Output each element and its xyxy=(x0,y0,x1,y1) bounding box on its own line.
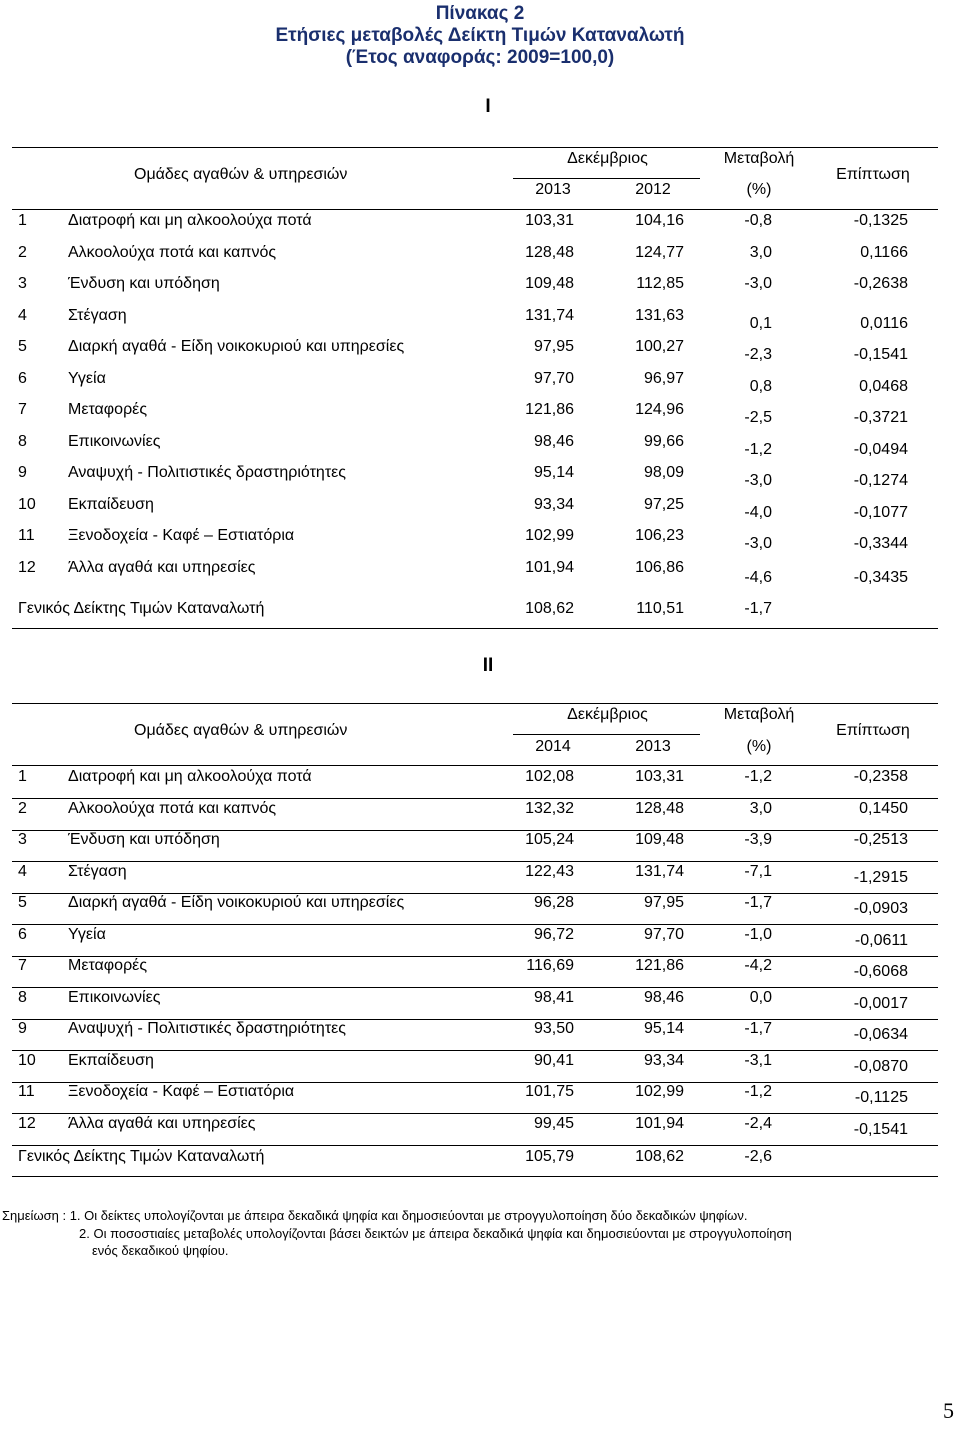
row-number: 1 xyxy=(18,212,27,229)
month-underline xyxy=(513,178,700,179)
row-number: 7 xyxy=(18,401,27,418)
row-impact: -0,1274 xyxy=(853,472,908,489)
row-impact: 0,1166 xyxy=(860,243,908,261)
row-impact: -0,0611 xyxy=(854,931,908,949)
header-bottom-rule xyxy=(12,765,938,766)
row-number: 5 xyxy=(18,338,27,355)
row-rule xyxy=(12,861,938,862)
header-impact-label: Επίπτωση xyxy=(836,165,910,183)
row-change: -1,2 xyxy=(744,1083,772,1100)
row-name: Άλλα αγαθά και υπηρεσίες xyxy=(68,558,256,576)
row-change: -1,2 xyxy=(744,768,772,785)
header-month: Δεκέμβριος xyxy=(567,150,648,167)
header-change-label: Μεταβολή xyxy=(723,706,795,723)
row-name: Ξενοδοχεία - Καφέ – Εστιατόρια xyxy=(68,1083,295,1100)
row-value-a: 93,34 xyxy=(533,495,574,513)
row-impact: -0,0903 xyxy=(853,900,908,917)
row-change: 0,8 xyxy=(749,377,772,395)
row-value-a: 101,94 xyxy=(525,558,574,576)
row-number: 10 xyxy=(18,1051,36,1069)
row-impact: -0,6068 xyxy=(853,963,908,980)
total-change: -1,7 xyxy=(744,600,772,617)
row-impact: -0,0494 xyxy=(853,440,908,458)
header-bottom-rule xyxy=(12,209,938,210)
row-value-a: 98,46 xyxy=(533,432,574,450)
row-impact: -0,1325 xyxy=(853,212,908,229)
row-number: 2 xyxy=(18,243,27,261)
row-value-a: 96,28 xyxy=(533,894,574,911)
row-name: Διαρκή αγαθά - Είδη νοικοκυριού και υπηρεσίες xyxy=(68,894,405,911)
page-number: 5 xyxy=(943,1398,954,1423)
row-change: -7,1 xyxy=(744,862,772,880)
row-change: -1,7 xyxy=(744,894,772,911)
row-change: -3,0 xyxy=(744,472,772,489)
row-number: 11 xyxy=(18,527,35,544)
row-name: Ένδυση και υπόδηση xyxy=(68,275,220,292)
row-name: Επικοινωνίες xyxy=(68,432,161,450)
row-number: 9 xyxy=(18,464,27,481)
note-1-text: 1. Οι δείκτες υπολογίζονται με άπειρα δεκαδικά ψηφία και δημοσιεύονται με στρογγυλοποίηση δύο δεκαδικών ψηφίων. xyxy=(69,1208,748,1223)
total-name: Γενικός Δείκτης Τιμών Καταναλωτή xyxy=(18,600,265,617)
row-value-b: 99,66 xyxy=(643,432,684,450)
row-impact: -0,2358 xyxy=(853,768,908,785)
row-value-b: 124,77 xyxy=(635,243,684,261)
row-change: -1,0 xyxy=(744,925,772,943)
note-line-2: 2. Οι ποσοστιαίες μεταβολές υπολογίζονται βάσει δεικτών με άπειρα δεκαδικά ψηφία και δημοσιεύονται με στρογγυλοποίηση xyxy=(79,1226,792,1241)
row-value-b: 100,27 xyxy=(635,338,684,355)
row-value-b: 97,25 xyxy=(643,495,684,513)
row-value-b: 109,48 xyxy=(635,831,684,848)
row-change: -2,5 xyxy=(744,409,772,426)
row-value-b: 104,16 xyxy=(635,212,684,229)
row-change: -4,0 xyxy=(744,503,772,521)
header-year-b: 2012 xyxy=(635,181,671,198)
row-impact: -1,2915 xyxy=(853,868,908,886)
row-name: Εκπαίδευση xyxy=(68,495,154,513)
row-impact: -0,3435 xyxy=(853,568,908,586)
row-value-a: 98,41 xyxy=(533,988,574,1006)
row-number: 8 xyxy=(18,432,27,450)
header-year-b: 2013 xyxy=(635,738,671,755)
row-impact: -0,1125 xyxy=(854,1089,908,1106)
row-change: -4,2 xyxy=(744,957,772,974)
table-bottom-rule xyxy=(12,1176,938,1177)
row-value-b: 112,85 xyxy=(636,275,684,292)
row-name: Μεταφορές xyxy=(68,957,148,974)
row-name: Ένδυση και υπόδηση xyxy=(68,831,220,848)
header-group-label: Ομάδες αγαθών & υπηρεσιών xyxy=(134,722,348,739)
total-name: Γενικός Δείκτης Τιμών Καταναλωτή xyxy=(18,1148,265,1165)
row-number: 9 xyxy=(18,1020,27,1037)
header-month: Δεκέμβριος xyxy=(567,706,648,723)
row-rule xyxy=(12,1145,938,1146)
note-line-3: ενός δεκαδικού ψηφίου. xyxy=(92,1243,229,1258)
table-top-rule xyxy=(12,147,938,148)
row-value-b: 96,97 xyxy=(643,369,684,387)
total-value-a: 108,62 xyxy=(525,600,574,617)
header-change-unit: (%) xyxy=(746,738,772,755)
title-line-2: Ετήσιες μεταβολές Δείκτη Τιμών Καταναλωτή xyxy=(275,25,685,46)
row-name: Αναψυχή - Πολιτιστικές δραστηριότητες xyxy=(68,1020,346,1037)
row-number: 8 xyxy=(18,988,27,1006)
row-name: Επικοινωνίες xyxy=(68,988,161,1006)
row-name: Μεταφορές xyxy=(68,401,148,418)
row-number: 2 xyxy=(18,799,27,817)
row-value-b: 124,96 xyxy=(635,401,684,418)
row-value-a: 96,72 xyxy=(533,925,574,943)
row-value-a: 90,41 xyxy=(533,1051,574,1069)
row-impact: 0,0468 xyxy=(859,377,908,395)
row-value-b: 131,74 xyxy=(635,862,684,880)
row-number: 6 xyxy=(18,925,27,943)
row-value-b: 106,23 xyxy=(635,527,684,544)
row-number: 6 xyxy=(18,369,27,387)
header-change-unit: (%) xyxy=(746,181,772,198)
row-value-a: 103,31 xyxy=(525,212,574,229)
header-change-label: Μεταβολή xyxy=(723,150,795,167)
row-change: -0,8 xyxy=(744,212,772,229)
row-change: -3,1 xyxy=(744,1051,772,1069)
row-impact: -0,0017 xyxy=(853,994,908,1012)
header-group-label: Ομάδες αγαθών & υπηρεσιών xyxy=(134,165,348,183)
row-change: -4,6 xyxy=(744,568,772,586)
row-value-a: 109,48 xyxy=(525,275,574,292)
row-change: 0,0 xyxy=(749,988,772,1006)
row-rule xyxy=(12,956,938,957)
row-value-b: 95,14 xyxy=(643,1020,684,1037)
row-value-b: 101,94 xyxy=(635,1114,684,1132)
row-value-a: 93,50 xyxy=(533,1020,574,1037)
month-underline xyxy=(513,734,700,735)
row-impact: -0,3344 xyxy=(853,535,908,552)
row-number: 11 xyxy=(18,1083,35,1100)
row-number: 4 xyxy=(18,862,27,880)
row-value-b: 98,09 xyxy=(643,464,684,481)
row-change: 3,0 xyxy=(749,243,772,261)
row-value-b: 131,63 xyxy=(635,306,684,324)
row-value-b: 103,31 xyxy=(635,768,684,785)
header-impact-label: Επίπτωση xyxy=(836,722,910,739)
row-impact: -0,1541 xyxy=(853,1120,908,1138)
row-value-a: 131,74 xyxy=(525,306,574,324)
row-value-a: 122,43 xyxy=(525,862,574,880)
row-value-a: 101,75 xyxy=(525,1083,574,1100)
row-impact: -0,2513 xyxy=(853,831,908,848)
row-impact: -0,1077 xyxy=(853,503,908,521)
total-value-a: 105,79 xyxy=(525,1148,574,1165)
total-value-b: 110,51 xyxy=(636,600,684,617)
table-bottom-rule xyxy=(12,628,938,629)
row-number: 12 xyxy=(18,1114,36,1132)
row-value-b: 97,70 xyxy=(643,925,684,943)
row-change: -3,0 xyxy=(744,275,772,292)
row-value-b: 98,46 xyxy=(643,988,684,1006)
row-impact: -0,1541 xyxy=(853,346,908,363)
row-name: Στέγαση xyxy=(68,306,127,324)
header-year-a: 2014 xyxy=(535,738,571,755)
row-rule xyxy=(12,924,938,925)
note-line-1 xyxy=(2,1208,747,1224)
row-change: -3,0 xyxy=(744,535,772,552)
row-value-a: 121,86 xyxy=(525,401,574,418)
section-label: II xyxy=(482,655,494,676)
row-number: 3 xyxy=(18,275,27,292)
row-value-b: 93,34 xyxy=(643,1051,684,1069)
row-name: Αναψυχή - Πολιτιστικές δραστηριότητες xyxy=(68,464,346,481)
section-label: I xyxy=(485,96,491,117)
row-number: 1 xyxy=(18,768,27,785)
row-change: -1,2 xyxy=(744,440,772,458)
row-name: Διατροφή και μη αλκοολούχα ποτά xyxy=(68,212,312,229)
row-number: 3 xyxy=(18,831,27,848)
row-change: -2,4 xyxy=(744,1114,772,1132)
title-line-1: Πίνακας 2 xyxy=(435,3,525,24)
row-name: Στέγαση xyxy=(68,862,127,880)
row-value-a: 105,24 xyxy=(525,831,574,848)
row-value-a: 95,14 xyxy=(533,464,574,481)
row-name: Αλκοολούχα ποτά και καπνός xyxy=(68,799,277,817)
row-value-b: 128,48 xyxy=(635,799,684,817)
row-impact: -0,2638 xyxy=(853,275,908,292)
row-value-b: 102,99 xyxy=(635,1083,684,1100)
title-line-3: (Έτος αναφοράς: 2009=100,0) xyxy=(345,47,615,68)
row-name: Αλκοολούχα ποτά και καπνός xyxy=(68,243,277,261)
table-top-rule xyxy=(12,703,938,704)
row-value-a: 97,95 xyxy=(533,338,574,355)
row-change: -1,7 xyxy=(744,1020,772,1037)
row-impact: -0,0870 xyxy=(853,1057,908,1075)
row-value-b: 121,86 xyxy=(635,957,684,974)
row-change: -3,9 xyxy=(744,831,772,848)
row-number: 10 xyxy=(18,495,36,513)
row-value-a: 102,08 xyxy=(525,768,574,785)
row-value-a: 128,48 xyxy=(525,243,574,261)
row-name: Διατροφή και μη αλκοολούχα ποτά xyxy=(68,768,312,785)
total-change: -2,6 xyxy=(744,1148,772,1165)
row-name: Ξενοδοχεία - Καφέ – Εστιατόρια xyxy=(68,527,295,544)
header-year-a: 2013 xyxy=(535,181,571,198)
row-name: Υγεία xyxy=(68,925,106,943)
note-prefix: Σημείωση : xyxy=(2,1208,70,1223)
row-number: 12 xyxy=(18,558,36,576)
row-change: 0,1 xyxy=(749,314,772,332)
row-value-a: 99,45 xyxy=(533,1114,574,1132)
row-change: 3,0 xyxy=(749,799,772,817)
row-value-a: 116,69 xyxy=(526,957,574,974)
row-number: 7 xyxy=(18,957,27,974)
row-value-a: 102,99 xyxy=(525,527,574,544)
total-value-b: 108,62 xyxy=(635,1148,684,1165)
row-impact: -0,3721 xyxy=(853,409,908,426)
row-impact: 0,0116 xyxy=(860,314,908,332)
row-impact: 0,1450 xyxy=(859,799,908,817)
row-number: 4 xyxy=(18,306,27,324)
row-value-b: 97,95 xyxy=(643,894,684,911)
row-name: Υγεία xyxy=(68,369,106,387)
row-value-b: 106,86 xyxy=(635,558,684,576)
row-impact: -0,0634 xyxy=(853,1026,908,1043)
row-name: Εκπαίδευση xyxy=(68,1051,154,1069)
row-name: Διαρκή αγαθά - Είδη νοικοκυριού και υπηρεσίες xyxy=(68,338,405,355)
row-value-a: 132,32 xyxy=(525,799,574,817)
row-change: -2,3 xyxy=(744,346,772,363)
row-number: 5 xyxy=(18,894,27,911)
row-value-a: 97,70 xyxy=(533,369,574,387)
row-name: Άλλα αγαθά και υπηρεσίες xyxy=(68,1114,256,1132)
